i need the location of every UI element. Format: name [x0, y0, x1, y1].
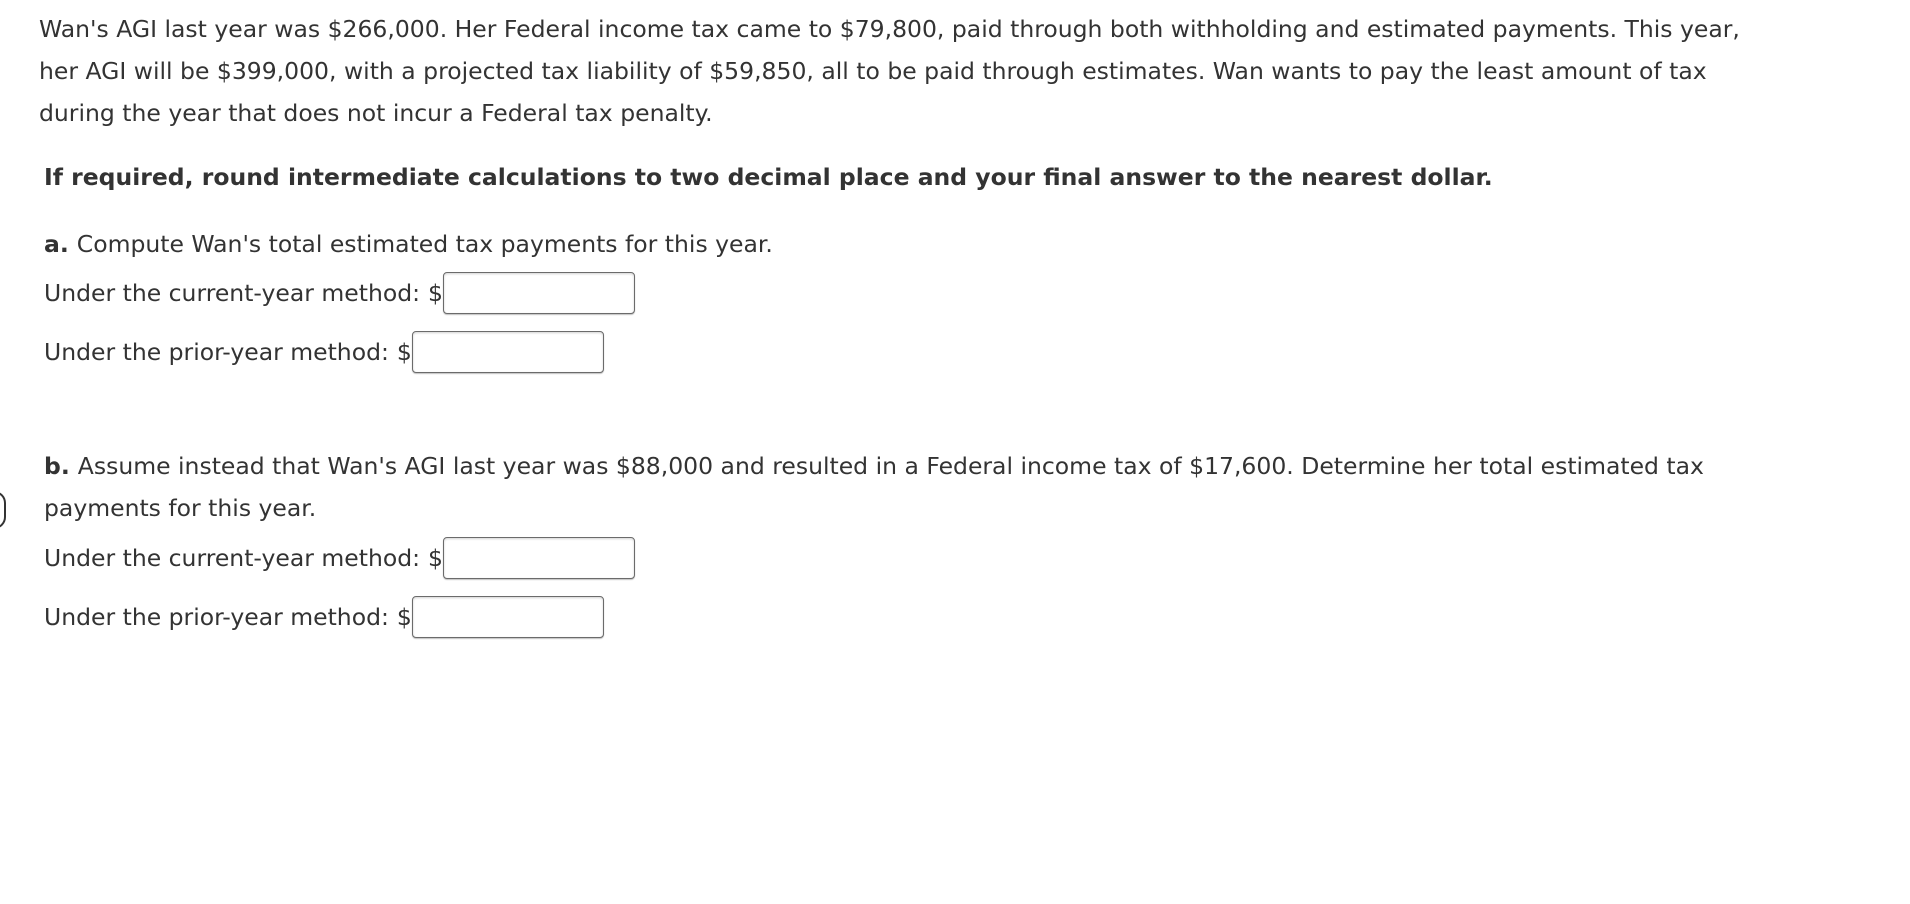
- problem-intro: Wan's AGI last year was $266,000. Her Federal income tax came to $79,800, paid through both withholding and estimated payments. This year, her AGI will be $399,000, with a projected tax liability of $59,850, all to be paid through estimates. Wan wants to pay the least amount of tax during the year that does not incur a Federal tax penalty.: [39, 15, 1740, 127]
- part-b-current-year-currency: $: [428, 544, 443, 572]
- part-b-current-year-row: [44, 535, 635, 581]
- part-a-prior-year-currency: $: [396, 338, 412, 366]
- part-a-current-year-input[interactable]: [443, 272, 635, 314]
- part-b-text: Assume instead that Wan's AGI last year was $88,000 and resulted in a Federal income tax of $17,600. Determine her total estimated tax payments for this year.: [44, 452, 1704, 522]
- part-b-current-year-label: Under the current-year method:: [44, 544, 421, 572]
- part-a-prior-year-label: Under the prior-year method:: [44, 338, 389, 366]
- part-a-prompt: [44, 223, 1764, 265]
- part-b-prior-year-label: Under the prior-year method:: [44, 603, 389, 631]
- part-b-prior-year-row: [44, 594, 604, 640]
- part-b-current-year-input[interactable]: [443, 537, 635, 579]
- part-a-letter: a.: [44, 230, 69, 258]
- left-edge-bracket: [0, 491, 6, 529]
- part-a-current-year-row: [44, 270, 635, 316]
- part-a-text: Compute Wan's total estimated tax payments for this year.: [76, 230, 773, 258]
- part-a-prior-year-input[interactable]: [412, 331, 604, 373]
- part-a-current-year-label: Under the current-year method:: [44, 279, 421, 307]
- part-b-prior-year-currency: $: [396, 603, 412, 631]
- rounding-instruction: If required, round intermediate calculations to two decimal place and your final answer to the nearest dollar.: [44, 163, 1493, 191]
- part-b-prior-year-input[interactable]: [412, 596, 604, 638]
- part-a-current-year-currency: $: [428, 279, 443, 307]
- part-b-letter: b.: [44, 452, 70, 480]
- part-b-prompt: [44, 445, 1764, 529]
- part-a-prior-year-row: [44, 329, 604, 375]
